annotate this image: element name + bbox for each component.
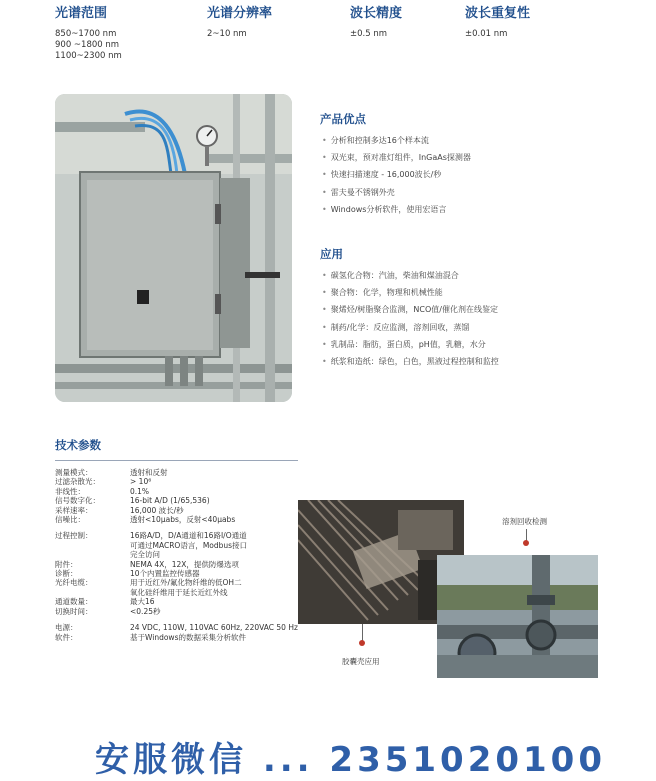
tech-value: 最大16	[130, 597, 155, 607]
list-item: • 碳氢化合物：汽油，柴油和煤油混合	[322, 267, 499, 284]
table-row	[55, 578, 315, 597]
spec-value: 2~10 nm	[207, 29, 247, 39]
table-row	[55, 506, 315, 515]
tech-label: 软件：	[55, 632, 78, 642]
tech-label: 过滤杂散光：	[55, 477, 100, 487]
applications-title: 应用	[320, 247, 343, 261]
table-row	[55, 597, 315, 606]
tech-table	[55, 468, 315, 642]
spec-block-repeatability	[465, 2, 595, 40]
tech-label: 信噪比：	[55, 515, 85, 525]
tech-value: 基于Windows的数据采集分析软件	[130, 632, 246, 642]
table-row	[55, 468, 315, 477]
tech-value: 用于近红外/氟化物纤维的低OH二 氧化硅纤维用于延长近红外线	[130, 578, 242, 597]
spec-value: ±0.5 nm	[350, 29, 388, 39]
advantages-title: 产品优点	[320, 112, 366, 126]
tech-value: NEMA 4X，12X，提供防爆选项	[130, 559, 239, 569]
spec-block-range	[55, 2, 195, 62]
table-row	[55, 560, 315, 569]
list-item: • 制药/化学：反应监测，溶剂回收，蒸馏	[322, 319, 499, 336]
tech-label: 采样速率：	[55, 505, 93, 515]
table-row	[55, 477, 315, 486]
solvent-caption: 溶剂回收检测	[502, 517, 547, 526]
tech-value: > 10⁶	[130, 477, 152, 487]
list-item: • 纸浆和造纸：绿色，白色，黑液过程控制和监控	[322, 353, 499, 370]
tech-value: 16,000 波长/秒	[130, 505, 184, 515]
list-item: • Windows分析软件，使用宏语言	[322, 201, 471, 218]
list-item: • 双光束，预对准灯组件，InGaAs探测器	[322, 149, 471, 166]
tech-title: 技术参数	[55, 438, 101, 452]
tech-label: 过程控制：	[55, 531, 93, 541]
list-item: • 聚烯烃/树脂聚合监测，NCO值/催化剂在线鉴定	[322, 301, 499, 318]
spec-title: 波长重复性	[465, 6, 531, 21]
table-row	[55, 633, 315, 642]
list-item: • 快速扫描速度 - 16,000波长/秒	[322, 166, 471, 183]
table-row	[55, 487, 315, 496]
spec-value: 850~1700 nm 900 ~1800 nm 1100~2300 nm	[55, 29, 122, 61]
tech-value: 透射和反射	[130, 468, 168, 477]
solvent-recovery-photo	[437, 555, 598, 678]
tech-label: 信号数字化：	[55, 496, 100, 506]
spec-block-resolution	[207, 2, 337, 40]
tech-value: <0.25秒	[130, 606, 161, 616]
analyzer-cabinet-photo	[55, 94, 292, 402]
tech-label: 测量模式：	[55, 468, 93, 477]
tech-value: 透射<10μabs，反射<40μabs	[130, 515, 236, 525]
table-row	[55, 623, 315, 632]
tech-value: 16路A/D，D/A通道和16路I/O通道 可通过MACRO语言，Modbus接口 完全访问	[130, 531, 248, 560]
spec-title: 光谱分辨率	[207, 6, 273, 21]
table-row	[55, 496, 315, 505]
table-row	[55, 531, 315, 559]
applications-list	[322, 267, 499, 370]
advantages-list	[322, 132, 471, 218]
footer-text: 安服微信 ... 2351020100	[95, 740, 606, 780]
spec-title: 光谱范围	[55, 6, 108, 21]
tech-label: 通道数量：	[55, 597, 93, 607]
table-row	[55, 607, 315, 616]
caption-pointer-dot	[523, 540, 529, 546]
tech-divider	[55, 460, 298, 461]
tech-label: 光纤电缆：	[55, 578, 93, 588]
caption-pointer-dot	[359, 640, 365, 646]
tech-label: 诊断：	[55, 569, 78, 579]
spec-value: ±0.01 nm	[465, 29, 508, 39]
tech-label: 非线性：	[55, 486, 85, 496]
spec-block-accuracy	[350, 2, 460, 40]
list-item: • 聚合物：化学，物理和机械性能	[322, 284, 499, 301]
tech-label: 电源：	[55, 623, 78, 633]
gel-caption: 胶囊壳应用	[342, 657, 380, 666]
list-item: • 分析和控制多达16个样本流	[322, 132, 471, 149]
tech-value: 24 VDC, 110W, 110VAC 60Hz, 220VAC 50 Hz	[130, 623, 298, 633]
tech-value: 0.1%	[130, 486, 150, 496]
tech-label: 切换时间：	[55, 606, 93, 616]
list-item: • 乳制品：脂肪，蛋白质，pH值，乳糖，水分	[322, 336, 499, 353]
tech-value: 16-bit A/D (1/65,536)	[130, 496, 210, 506]
tech-label: 附件：	[55, 559, 78, 569]
table-row	[55, 515, 315, 524]
spec-title: 波长精度	[350, 6, 403, 21]
tech-value: 10个内置监控传感器	[130, 569, 200, 579]
list-item: • 雷夫曼不锈钢外壳	[322, 184, 471, 201]
